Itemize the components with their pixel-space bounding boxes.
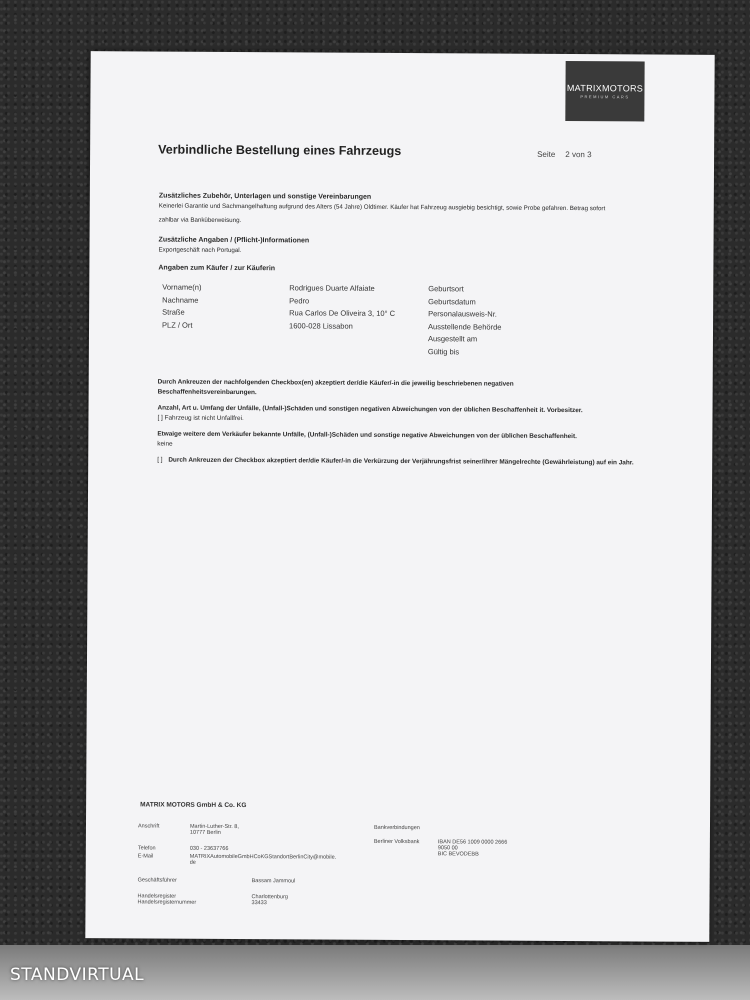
email-label: E-Mail: [137, 853, 154, 860]
bank-name: Berliner Volksbank: [373, 838, 420, 846]
page-indicator: [537, 150, 592, 159]
field-label: Straße: [162, 307, 185, 317]
field-label: Ausgestellt am: [427, 334, 478, 344]
verjaehrung-section: [157, 456, 677, 469]
anschrift-line2: 10777 Berlin: [189, 829, 221, 836]
weitere-heading: Etwaige weitere dem Verkäufer bekannte Unfälle, (Unfall-)Schäden und sonstige negative Abweichungen von der üblichen Beschaffenheit.: [157, 430, 577, 441]
bank-label: Bankverbindungen: [373, 824, 420, 832]
verjaehrung-text: Durch Ankreuzen der Checkbox akzeptiert der/die Käufer/-in die Verkürzung der Verjährungsfrist seiner/ihrer Mängelrechte (Gewährleistung) auf ein Jahr.: [168, 456, 634, 467]
field-label: PLZ / Ort: [162, 320, 193, 330]
kaeufer-labels-right-column: [428, 283, 578, 359]
anschrift-label: Anschrift: [137, 823, 160, 830]
logo-brand-light: MOTORS: [601, 83, 644, 94]
page-label: Seite: [537, 149, 556, 159]
field-value: Rodrigues Duarte Alfaiate: [289, 283, 375, 293]
iban-line1: IBAN DE56 1009 0000 2666: [437, 839, 508, 846]
standvirtual-watermark: STANDVIRTUAL: [10, 965, 145, 985]
document-title: Verbindliche Bestellung eines Fahrzeugs: [158, 142, 402, 159]
telefon-label: Telefon: [137, 845, 156, 852]
handelsregister-values: [251, 894, 287, 906]
checkbox-intro: [158, 378, 653, 401]
email-line2: de: [189, 859, 196, 866]
pflicht-heading: Zusätzliche Angaben / (Pflicht-)Informationen: [158, 236, 310, 245]
kaeufer-values-column: [289, 282, 439, 333]
field-label: Geburtsdatum: [428, 296, 476, 306]
unfall-section: [157, 404, 652, 427]
hr-value1: Charlottenburg: [251, 894, 288, 901]
field-label: Nachname: [162, 295, 199, 305]
bic: BIC BEVODEBB: [437, 851, 479, 858]
field-value: Pedro: [289, 295, 310, 305]
logo-tagline: PREMIUM CARS: [580, 94, 630, 100]
pflicht-section: [158, 236, 653, 259]
hr-label2: Handelsregisternummer: [137, 899, 197, 906]
gf-label: Geschäftsführer: [137, 877, 177, 884]
email-value: [190, 854, 336, 867]
field-label: Personalausweis-Nr.: [428, 309, 497, 319]
telefon-value: 030 - 23637766: [189, 845, 229, 852]
kaeufer-heading-text: Angaben zum Käufer / zur Käuferin: [158, 264, 276, 273]
unfall-heading: Anzahl, Art u. Umfang der Unfälle, (Unfall-)Schäden und sonstigen negativen Abweichungen von der üblichen Beschaffenheit it. Vorbesitzer.: [157, 404, 583, 415]
verjaehrung-checkbox[interactable]: [ ]: [157, 456, 163, 464]
field-label: Ausstellende Behörde: [428, 321, 502, 332]
checkbox-intro-line1: Durch Ankreuzen der nachfolgenden Checkbox(en) akzeptiert der/die Käufer/-in die jeweilig beschriebenen negativen: [157, 378, 514, 388]
bank-details: [438, 839, 508, 857]
iban-line2: 9050 00: [437, 845, 458, 852]
zusatz-body-line1: Keinerlei Garantie und Sachmangelhaftung aufgrund des Alters (54 Jahre) Oldtimer. Käufer hat Fahrzeug ausgiebig besichtigt, sowie Probe gefahren. Betrag sofort: [158, 202, 606, 213]
zusatz-body-line2: zahlbar via Banküberweisung.: [158, 216, 242, 225]
pflicht-body: Exportgeschäft nach Portugal.: [158, 246, 242, 255]
email-line1: MATRIXAutomobileGmbHCoKGStandortBerlinCity@mobile.: [189, 853, 337, 861]
document-page: [85, 51, 714, 942]
field-label: Vorname(n): [162, 282, 202, 292]
weitere-value: keine: [157, 440, 173, 448]
field-label: Geburtsort: [428, 284, 464, 294]
unfall-checkbox[interactable]: [ ] Fahrzeug ist nicht Unfallfrei.: [157, 414, 244, 423]
gf-value: Bassam Jammoul: [251, 878, 296, 885]
field-value: 1600-028 Lissabon: [289, 320, 353, 331]
footer-company: MATRIX MOTORS GmbH & Co. KG: [140, 801, 247, 810]
field-value: Rua Carlos De Oliveira 3, 10° C: [289, 308, 396, 318]
anschrift-value: [190, 824, 239, 836]
handelsregister-labels: [137, 893, 196, 905]
zusatz-heading: Zusätzliches Zubehör, Unterlagen und sonstige Vereinbarungen: [158, 192, 372, 201]
page-number: 2 von 3: [565, 150, 592, 160]
hr-value2: 33433: [251, 900, 267, 907]
zusatz-section: [159, 192, 654, 229]
anschrift-line1: Martin-Luther-Str. 8,: [189, 823, 239, 831]
company-logo: [565, 61, 644, 121]
checkbox-intro-line2: Beschaffenheitsvereinbarungen.: [157, 388, 257, 397]
kaeufer-heading: [158, 264, 653, 277]
logo-brand-bold: MATRIX: [566, 83, 603, 94]
weitere-section: [157, 430, 652, 453]
field-label: Gültig bis: [427, 346, 460, 356]
hr-label1: Handelsregister: [137, 893, 177, 900]
